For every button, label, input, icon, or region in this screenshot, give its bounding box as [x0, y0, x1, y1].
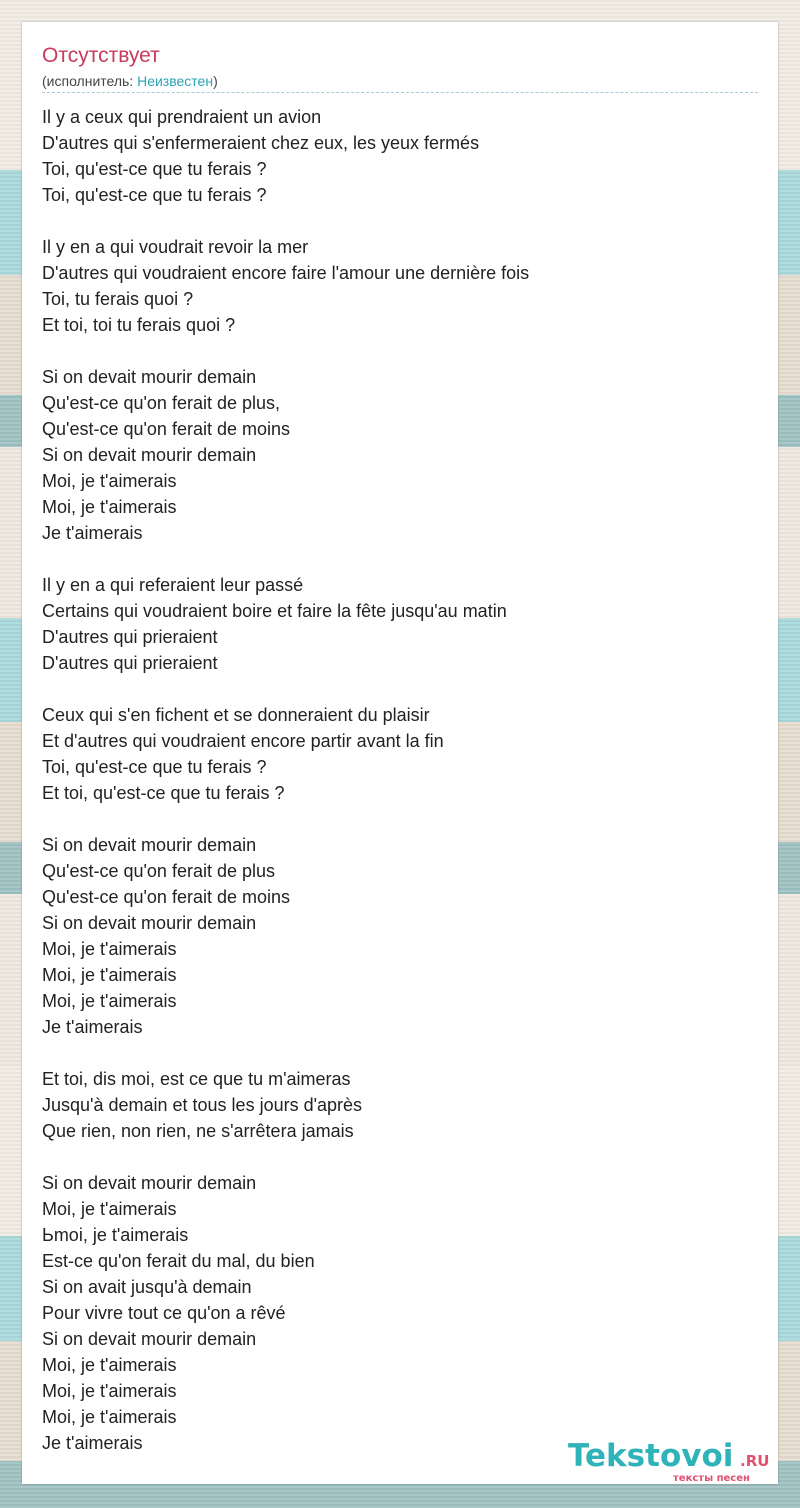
lyric-line: Il y en a qui voudrait revoir la mer	[42, 237, 309, 257]
lyric-line: Si on avait jusqu'à demain	[42, 1277, 252, 1297]
lyric-line	[42, 676, 758, 702]
lyric-line	[42, 208, 758, 234]
lyric-line: Et toi, qu'est-ce que tu ferais ?	[42, 783, 285, 803]
lyric-line: Moi, je t'aimerais	[42, 991, 177, 1011]
lyric-line	[42, 1040, 758, 1066]
lyric-line: Ьmoi, je t'aimerais	[42, 1225, 189, 1245]
lyric-line: Est-ce qu'on ferait du mal, du bien	[42, 1251, 315, 1271]
title-divider	[42, 92, 758, 93]
lyric-line	[42, 806, 758, 832]
song-title: Отсутствует	[42, 44, 160, 67]
logo-domain: .RU	[740, 1452, 770, 1470]
lyric-line: Qu'est-ce qu'on ferait de moins	[42, 887, 291, 907]
lyric-line: Moi, je t'aimerais	[42, 1407, 177, 1427]
lyric-line: Je t'aimerais	[42, 1017, 143, 1037]
lyric-line: D'autres qui prieraient	[42, 653, 218, 673]
lyric-line: Jusqu'à demain et tous les jours d'après	[42, 1095, 363, 1115]
lyric-line: Et d'autres qui voudraient encore partir avant la fin	[42, 731, 444, 751]
lyric-line	[42, 1144, 758, 1170]
lyric-line: D'autres qui prieraient	[42, 627, 218, 647]
artist-prefix: (исполнитель:	[42, 73, 138, 89]
artist-link[interactable]: Неизвестен	[137, 73, 214, 89]
lyric-line: Que rien, non rien, ne s'arrêtera jamais	[42, 1121, 354, 1141]
lyric-line	[42, 338, 758, 364]
lyric-line: Si on devait mourir demain	[42, 913, 257, 933]
lyric-line: Moi, je t'aimerais	[42, 965, 177, 985]
lyric-line	[42, 546, 758, 572]
lyric-line: Je t'aimerais	[42, 1433, 143, 1453]
lyric-line: Qu'est-ce qu'on ferait de plus	[42, 861, 276, 881]
lyric-line: Qu'est-ce qu'on ferait de plus,	[42, 393, 281, 413]
lyric-line: Moi, je t'aimerais	[42, 1355, 177, 1375]
artist-suffix: )	[213, 73, 218, 89]
lyric-line: Moi, je t'aimerais	[42, 939, 177, 959]
lyric-line: Toi, tu ferais quoi ?	[42, 289, 194, 309]
lyric-line: Et toi, toi tu ferais quoi ?	[42, 315, 236, 335]
lyric-line: Il y a ceux qui prendraient un avion	[42, 107, 322, 127]
lyric-line: Moi, je t'aimerais	[42, 471, 177, 491]
lyric-line: D'autres qui voudraient encore faire l'amour une dernière fois	[42, 263, 530, 283]
lyric-line: Certains qui voudraient boire et faire la fête jusqu'au matin	[42, 601, 507, 621]
lyric-line: Si on devait mourir demain	[42, 1329, 257, 1349]
logo-wordmark: Tekstovoi	[568, 1438, 734, 1474]
lyric-line: Je t'aimerais	[42, 523, 143, 543]
lyric-line: Toi, qu'est-ce que tu ferais ?	[42, 757, 267, 777]
logo-subtitle: тексты песен	[673, 1473, 750, 1484]
site-logo[interactable]	[568, 1438, 778, 1484]
lyric-line: Si on devait mourir demain	[42, 1173, 257, 1193]
lyric-line: D'autres qui s'enfermeraient chez eux, les yeux fermés	[42, 133, 480, 153]
lyrics-text	[42, 104, 758, 1456]
lyric-line: Si on devait mourir demain	[42, 367, 257, 387]
lyric-line: Toi, qu'est-ce que tu ferais ?	[42, 159, 267, 179]
lyric-line: Si on devait mourir demain	[42, 835, 257, 855]
lyric-line: Toi, qu'est-ce que tu ferais ?	[42, 185, 267, 205]
lyric-line: Moi, je t'aimerais	[42, 497, 177, 517]
lyric-line: Si on devait mourir demain	[42, 445, 257, 465]
lyric-line: Il y en a qui referaient leur passé	[42, 575, 304, 595]
lyric-line: Et toi, dis moi, est ce que tu m'aimeras	[42, 1069, 351, 1089]
lyrics-card	[22, 22, 778, 1484]
artist-line	[42, 72, 218, 90]
lyric-line: Qu'est-ce qu'on ferait de moins	[42, 419, 291, 439]
lyric-line: Ceux qui s'en fichent et se donneraient du plaisir	[42, 705, 430, 725]
lyric-line: Moi, je t'aimerais	[42, 1381, 177, 1401]
lyric-line: Pour vivre tout ce qu'on a rêvé	[42, 1303, 286, 1323]
lyric-line: Moi, je t'aimerais	[42, 1199, 177, 1219]
